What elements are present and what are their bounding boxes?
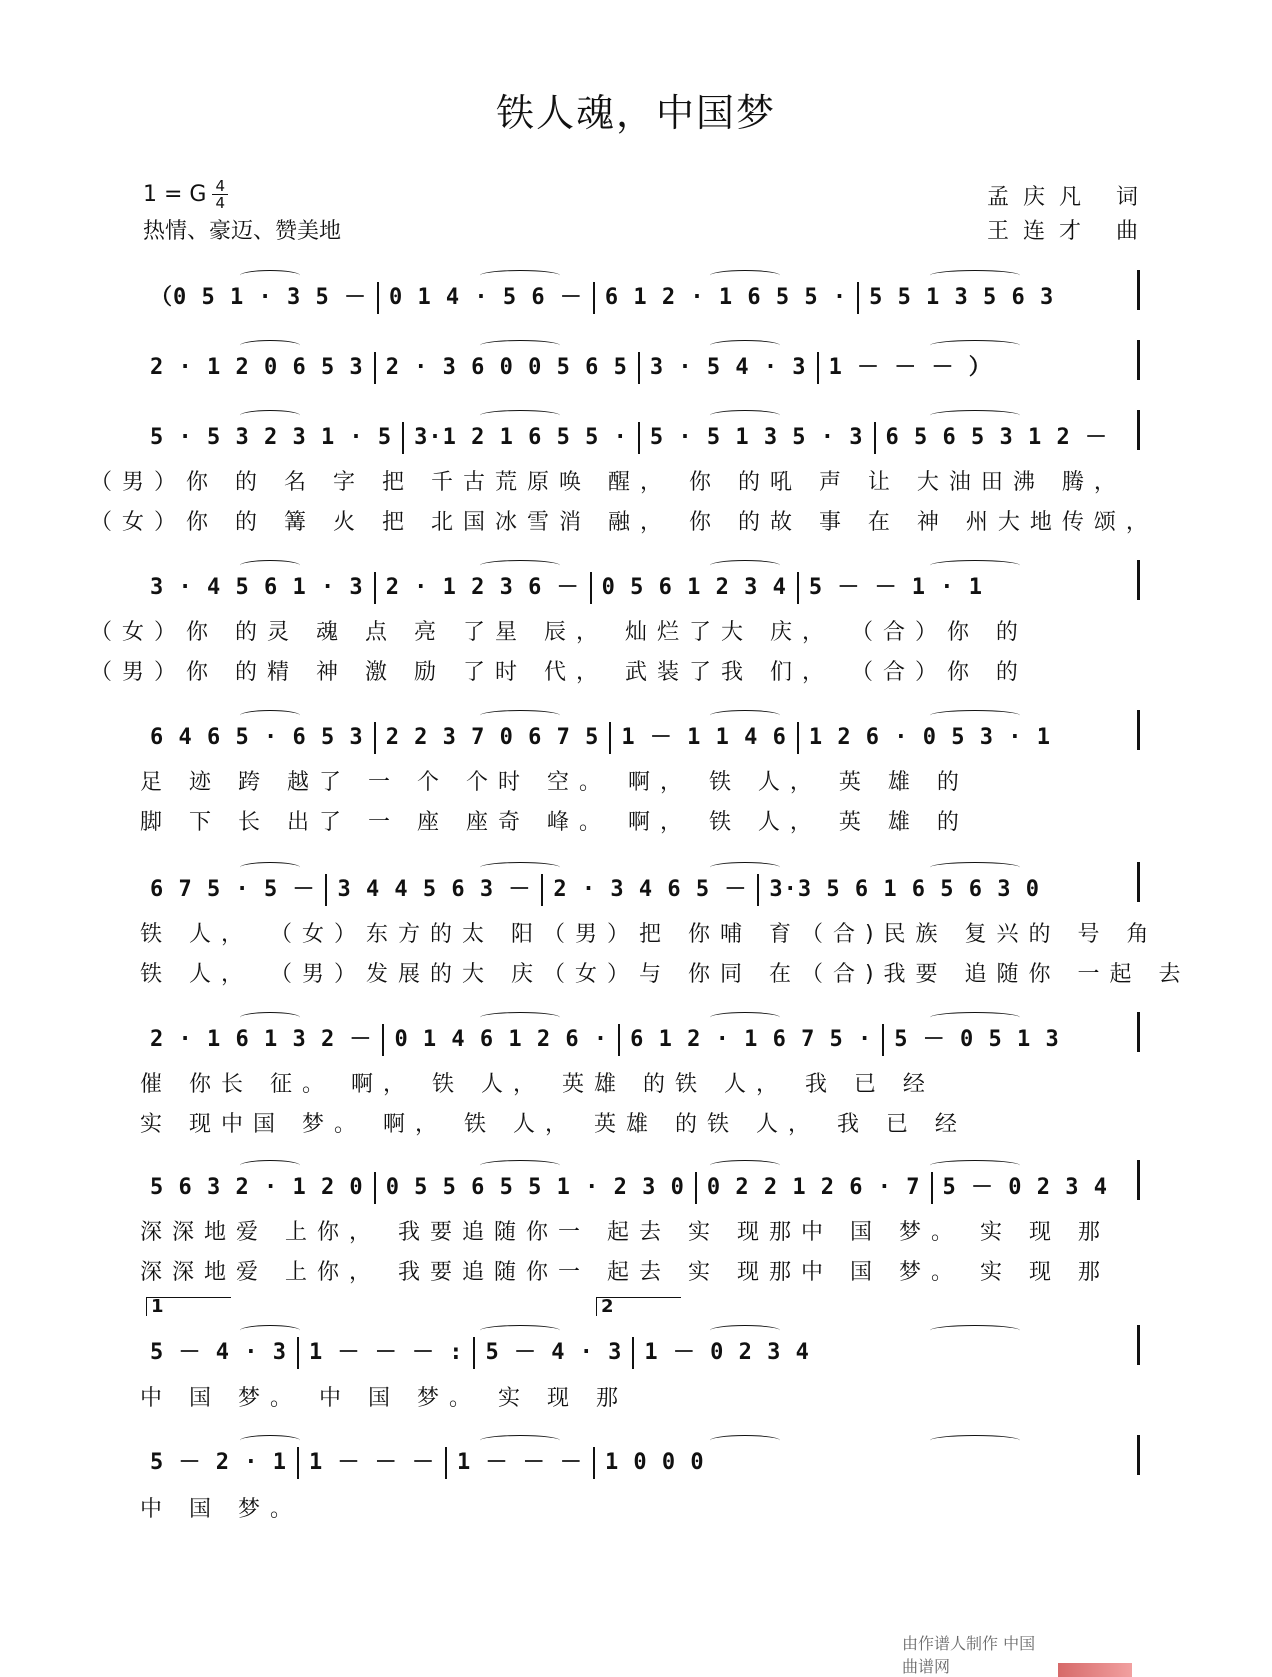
system-end-bar: [1137, 340, 1140, 380]
slur: [930, 340, 1020, 351]
system-end-bar: [1137, 710, 1140, 750]
bar-line: [377, 282, 379, 314]
slur: [710, 270, 780, 281]
slur: [240, 1160, 300, 1171]
lyric-line: 深深地爱 上你， 我要追随你一 起去 实 现那中 国 梦。 实 现 那: [140, 1260, 1110, 1285]
bar-line: [402, 422, 404, 454]
bar-line: [817, 352, 819, 384]
measure: 0 5 6 1 2 3 4: [601, 575, 787, 600]
measure: 2 · 3 6 0 0 5 6 5: [385, 355, 628, 380]
notation-line: [150, 1445, 1140, 1479]
bar-line: [632, 1337, 634, 1369]
notation-line: [150, 420, 1140, 454]
score-system: [150, 1435, 1140, 1475]
system-end-bar: [1137, 410, 1140, 450]
score-system: [150, 560, 1140, 600]
measure: 3 4 4 5 6 3 －: [337, 877, 532, 902]
measure: 0 1 4 · 5 6 －: [388, 285, 583, 310]
bar-line: [874, 422, 876, 454]
measure: 6 1 2 · 1 6 5 5 ·: [604, 285, 848, 310]
slur: [930, 1160, 1020, 1171]
score-system: [150, 710, 1140, 750]
notation-line: [150, 720, 1140, 754]
slur: [240, 410, 300, 421]
slur: [240, 710, 300, 721]
lyric-line: 深深地爱 上你， 我要追随你一 起去 实 现那中 国 梦。 实 现 那: [140, 1220, 1110, 1245]
key-signature: [143, 178, 228, 211]
slur: [240, 270, 300, 281]
slur: [480, 270, 560, 281]
score-system: [150, 410, 1140, 450]
bar-line: [593, 1447, 595, 1479]
measure: 0 1 4 6 1 2 6 ·: [394, 1027, 609, 1052]
tempo-marking: 热情、豪迈、赞美地: [143, 219, 342, 244]
slur: [710, 410, 780, 421]
measure: 5 · 5 1 3 5 · 3: [649, 425, 864, 450]
measure: 6 7 5 · 5 －: [150, 877, 316, 902]
lyric-line: 催 你长 征。 啊， 铁 人， 英雄 的铁 人， 我 已 经: [140, 1072, 935, 1097]
bar-line: [638, 422, 640, 454]
bar-line: [374, 722, 376, 754]
bar-line: [382, 1024, 384, 1056]
slur: [930, 1012, 1020, 1023]
bar-line: [593, 282, 595, 314]
slur: [240, 1012, 300, 1023]
bar-line: [609, 722, 611, 754]
bar-line: [857, 282, 859, 314]
time-sig-bottom: 4: [215, 194, 226, 212]
system-end-bar: [1137, 270, 1140, 310]
lyric-line: 脚 下 长 出了 一 座 座奇 峰。 啊， 铁 人， 英 雄 的: [140, 810, 969, 835]
bar-line: [695, 1172, 697, 1204]
score-system: [150, 1012, 1140, 1052]
score-system: [150, 340, 1140, 380]
lyric-line: （男）你 的 名 字 把 千古荒原唤 醒， 你 的吼 声 让 大油田沸 腾，: [90, 470, 1126, 495]
score-system: [150, 1160, 1140, 1200]
bar-line: [297, 1447, 299, 1479]
lyric-line: 铁 人， （女）东方的太 阳（男）把 你哺 育（合)民族 复兴的 号 角: [140, 922, 1159, 947]
slur: [930, 560, 1020, 571]
slur: [480, 560, 560, 571]
slur: [930, 862, 1020, 873]
volta-second-ending: 2: [596, 1297, 681, 1316]
bar-line: [374, 1172, 376, 1204]
slur: [480, 1012, 560, 1023]
time-sig-top: 4: [212, 178, 228, 195]
measure: 6 4 6 5 · 6 5 3: [150, 725, 364, 750]
measure: 1 0 0 0: [604, 1450, 705, 1475]
slur: [480, 862, 560, 873]
bar-line: [757, 874, 759, 906]
system-end-bar: [1137, 560, 1140, 600]
slur: [480, 710, 560, 721]
bar-line: [882, 1024, 884, 1056]
slur: [480, 1160, 560, 1171]
slur: [930, 410, 1020, 421]
slur: [240, 1435, 300, 1446]
score-system: [150, 1296, 1140, 1365]
score-system: [150, 862, 1140, 902]
measure: 1 － － －: [456, 1450, 583, 1475]
measure: 2 · 1 2 3 6 －: [385, 575, 580, 600]
slur: [710, 1325, 780, 1336]
bar-line: [541, 874, 543, 906]
system-end-bar: [1137, 1012, 1140, 1052]
measure: 5 － 4 · 3: [150, 1340, 287, 1365]
notation-line: [150, 1170, 1140, 1204]
lyric-line: 足 迹 跨 越了 一 个 个时 空。 啊， 铁 人， 英 雄 的: [140, 770, 969, 795]
notation-line: [150, 872, 1140, 906]
volta-first-ending: 1: [146, 1297, 231, 1316]
measure: 2 2 3 7 0 6 7 5: [385, 725, 600, 750]
lyric-line: 中 国 梦。: [140, 1497, 302, 1522]
slur: [930, 710, 1020, 721]
lyric-line: 铁 人， （男）发展的大 庆（女）与 你同 在（合)我要 追随你 一起 去: [140, 962, 1191, 987]
bar-line: [473, 1337, 475, 1369]
slur: [480, 410, 560, 421]
lyric-line: （男）你 的精 神 激 励 了时 代， 武装了我 们， （合）你 的: [90, 660, 1028, 685]
measure: 3·1 2 1 6 5 5 ·: [414, 425, 628, 450]
system-end-bar: [1137, 1325, 1140, 1365]
notation-line: [150, 570, 1140, 604]
lyric-line: 实 现中国 梦。 啊， 铁 人， 英雄 的铁 人， 我 已 经: [140, 1112, 967, 1137]
notation-line: [150, 280, 1140, 314]
lyric-line: 中 国 梦。 中 国 梦。 实 现 那: [140, 1386, 628, 1411]
bar-line: [297, 1337, 299, 1369]
slur: [480, 340, 560, 351]
slur: [710, 1012, 780, 1023]
measure: 5 － 2 · 1: [150, 1450, 287, 1475]
slur: [930, 270, 1020, 281]
measure: 2 · 1 2 0 6 5 3: [150, 355, 364, 380]
notation-line: [150, 350, 1140, 384]
composer-credit: 王连才 曲: [987, 219, 1152, 244]
system-end-bar: [1137, 862, 1140, 902]
measure: 5 6 3 2 · 1 2 0: [150, 1175, 364, 1200]
measure: 5 5 1 3 5 6 3: [869, 285, 1055, 310]
bar-line: [618, 1024, 620, 1056]
measure: 2 · 3 4 6 5 －: [553, 877, 748, 902]
bar-line: [590, 572, 592, 604]
slur: [930, 1435, 1020, 1446]
slur: [710, 560, 780, 571]
slur: [710, 340, 780, 351]
measure: 1 － － － ）: [828, 355, 992, 380]
slur: [240, 560, 300, 571]
slur: [480, 1325, 560, 1336]
measure: 5 － － 1 · 1: [808, 575, 984, 600]
bar-line: [374, 352, 376, 384]
slur: [710, 1160, 780, 1171]
time-signature: [212, 178, 228, 211]
slur: [240, 340, 300, 351]
measure: 1 － － － :: [308, 1340, 464, 1365]
slur: [480, 1435, 560, 1446]
bar-line: [638, 352, 640, 384]
measure: 6 1 2 · 1 6 7 5 ·: [630, 1027, 873, 1052]
slur: [930, 1325, 1020, 1336]
slur: [710, 1435, 780, 1446]
slur: [240, 1325, 300, 1336]
measure: 0 2 2 1 2 6 · 7: [706, 1175, 921, 1200]
slur: [710, 862, 780, 873]
bar-line: [374, 572, 376, 604]
measure: 6 5 6 5 3 1 2 －: [885, 425, 1108, 450]
measure: 5 － 0 5 1 3: [894, 1027, 1060, 1052]
measure: 1 － 0 2 3 4: [644, 1340, 810, 1365]
score-system: [150, 270, 1140, 310]
measure: 3·3 5 6 1 6 5 6 3 0: [769, 877, 1041, 902]
page-title: 铁人魂，中国梦: [495, 91, 776, 135]
measure: 5 － 4 · 3: [485, 1340, 623, 1365]
measure: （0 5 1 · 3 5 －: [150, 285, 367, 310]
notation-line: [150, 1022, 1140, 1056]
bar-line: [797, 722, 799, 754]
measure: 3 · 4 5 6 1 · 3: [150, 575, 364, 600]
bar-line: [325, 874, 327, 906]
measure: 0 5 5 6 5 5 1 · 2 3 0: [385, 1175, 685, 1200]
watermark: [902, 1634, 1132, 1677]
bar-line: [931, 1172, 933, 1204]
measure: 1 － － －: [308, 1450, 435, 1475]
bar-line: [797, 572, 799, 604]
lyric-line: （女）你 的 篝 火 把 北国冰雪消 融， 你 的故 事 在 神 州大地传颂，: [90, 510, 1158, 535]
measure: 1 2 6 · 0 5 3 · 1: [808, 725, 1051, 750]
measure: 1 － 1 1 4 6: [621, 725, 787, 750]
watermark-text: 由作谱人制作 中国曲谱网: [902, 1634, 1036, 1676]
measure: 3 · 5 4 · 3: [649, 355, 807, 380]
slur: [710, 710, 780, 721]
measure: 5 · 5 3 2 3 1 · 5: [150, 425, 393, 450]
notation-line: [150, 1335, 1140, 1369]
key-text: 1 = G: [143, 182, 207, 207]
lyricist-credit: 孟庆凡 词: [987, 185, 1152, 210]
site-logo-icon: [1058, 1663, 1132, 1677]
final-bar-line: [1137, 1435, 1140, 1475]
lyric-line: （女）你 的灵 魂 点 亮 了星 辰， 灿烂了大 庆， （合）你 的: [90, 620, 1028, 645]
slur: [240, 862, 300, 873]
measure: 2 · 1 6 1 3 2 －: [150, 1027, 373, 1052]
measure: 5 － 0 2 3 4: [942, 1175, 1108, 1200]
bar-line: [445, 1447, 447, 1479]
system-end-bar: [1137, 1160, 1140, 1200]
